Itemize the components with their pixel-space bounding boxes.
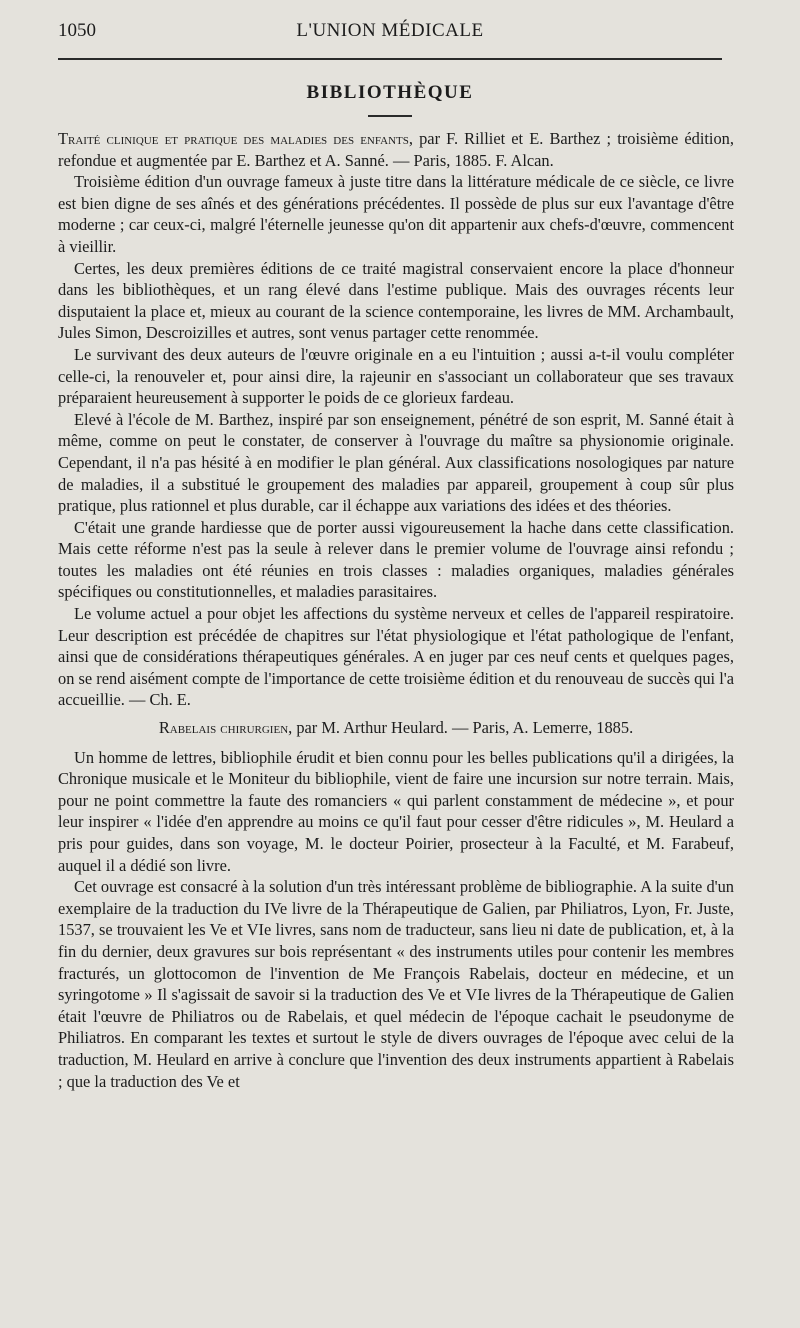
paragraph: C'était une grande hardiesse que de porter aussi vigoureusement la hache dans cette classification. Mais cette réforme n'est pas la seule à relever dans le premier volume de l'ouvrage ainsi refondu ; toutes les maladies ont été réunies en trois classes : maladies organiques, maladies générales spécifiques ou constitutionnelles, et maladies parasitaires.: [58, 517, 734, 602]
review-reference: [58, 128, 734, 171]
review-reference: [58, 717, 734, 739]
paragraph: Troisième édition d'un ouvrage fameux à juste titre dans la littérature médicale de ce siècle, ce livre est bien digne de ses aînés et des générations précédentes. Il possède de plus sur eux l'avantage d'être moderne ; car ceux-ci, malgré l'éternelle jeunesse qu'on dit appartenir aux chefs-d'œuvre, commencent à vieillir.: [58, 172, 734, 256]
reference-details: par F. Rilliet et E. Barthez ; troisième édition, refondue et augmentée par E. Barthez et A. Sanné. — Paris, 1885. F. Alcan.: [58, 129, 734, 170]
paragraph: Un homme de lettres, bibliophile érudit et bien connu pour les belles publications qu'il a dirigées, la Chronique musicale et le Moniteur du bibliophile, vient de faire une incursion sur notre terrain. Mais, pour ne point commettre la faute des romanciers « qui parlent constamment de médecine », et pour leur inspirer « l'idée d'en apprendre au moins ce qu'il faut pour cesser d'être ridicules », M. Heulard a pris pour guides, dans son voyage, M. le docteur Poirier, prosecteur à la Faculté, et M. Farabeuf, auquel il a dédié son livre.: [58, 747, 734, 875]
paragraph: Cet ouvrage est consacré à la solution d'un très intéressant problème de bibliographie. A la suite d'un exemplaire de la traduction du IVe livre de la Thérapeutique de Galien, par Philiatros, Lyon, Fr. Juste, 1537, se trouvaient les Ve et VIe livres, sans nom de traducteur, sans lieu ni date de publication, et, à la fin du dernier, deux gravures sur bois représentant « des instruments utiles pour contenir les membres fracturés, un glottocomon de l'invention de Me François Rabelais, docteur en médecine, et un syringotome » Il s'agissait de savoir si la traduction des Ve et VIe livres de la Thérapeutique de Galien était l'œuvre de Philiatros ou de Rabelais, et quel médecin de l'époque cachait le pseudonyme de Philiatros. En comparant les textes et surtout le style de divers ouvrages de l'époque avec celui de la traduction, M. Heulard en arrive à conclure que l'invention des deux instruments appartient à Rabelais ; que la traduction des Ve et: [58, 877, 734, 1091]
paragraph: Certes, les deux premières éditions de ce traité magistral conservaient encore la place d'honneur dans les bibliothèques, et un rang élevé dans l'estime publique. Mais des ouvrages récents leur disputaient la place et, mieux au courant de la science contemporaine, les livres de MM. Archambault, Jules Simon, Descroizilles et autres, sont venus partager cette renommée.: [58, 258, 734, 343]
running-header: [58, 20, 722, 48]
reference-details: par M. Arthur Heulard. — Paris, A. Lemerre, 1885.: [292, 718, 634, 738]
book-title: Rabelais chirurgien,: [158, 718, 293, 738]
page-number: 1050: [58, 20, 96, 41]
book-title: Traité clinique et pratique des maladies des enfants,: [58, 129, 413, 148]
paragraph: Elevé à l'école de M. Barthez, inspiré par son enseignement, pénétré de son esprit, M. Sanné était à même, comme on peut le constater, de conserver à l'ouvrage du maître sa physionomie originale. Cependant, il n'a pas hésité à en modifier le plan général. Aux classifications nosologiques par nature de maladies, il a substitué le groupement des maladies par appareil, groupement à coup sûr plus pratique, plus rationnel et plus durable, car il échappe aux variations des idées et des théories.: [58, 409, 734, 516]
header-rule: [58, 58, 722, 60]
paragraph: Le survivant des deux auteurs de l'œuvre originale en a eu l'intuition ; aussi a-t-il voulu compléter celle-ci, la renouveler et, pour ainsi dire, la rajeunir en s'associant un collaborateur que ses travaux préparaient heureusement à supporter le poids de ce glorieux fardeau.: [58, 344, 734, 408]
journal-title: L'UNION MÉDICALE: [296, 20, 484, 41]
article-body: [58, 128, 734, 1092]
title-rule: [368, 115, 412, 117]
section-title: BIBLIOTHÈQUE: [306, 82, 474, 103]
paragraph: Le volume actuel a pour objet les affections du système nerveux et celles de l'appareil respiratoire. Leur description est précédée de chapitres sur l'état physiologique et l'état pathologique de l'enfant, ainsi que de considérations thérapeutiques générales. A en juger par ces neuf cents et quelques pages, on se rend aisément compte de l'importance de cette troisième édition et du renouveau de succès qui l'a accueillie. — Ch. E.: [58, 604, 734, 710]
